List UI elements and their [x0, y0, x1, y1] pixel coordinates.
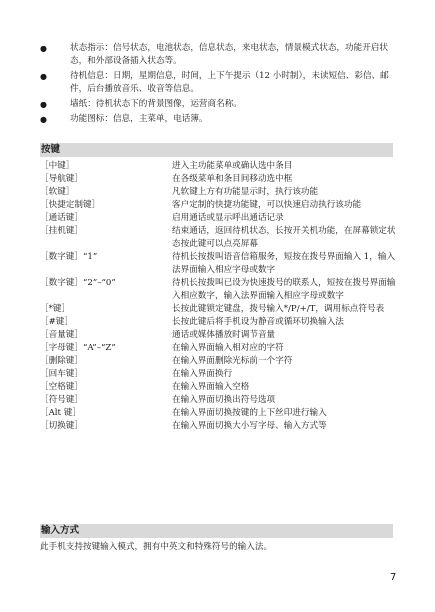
key-name: ［挂机键］	[40, 226, 83, 236]
key-name: ［数字键］“2”–“0”	[40, 278, 116, 288]
key-description: 客户定制的快捷功能键，可以快速启动执行该功能	[172, 200, 362, 210]
key-description: 在输入界面删除光标前一个字符	[172, 356, 293, 366]
bullet-icon: ●	[40, 72, 47, 81]
table-row	[40, 420, 396, 433]
key-description: 进入主功能菜单或确认选中条目	[172, 161, 293, 171]
key-description: 长按此键后将手机设为静音或循环切换输入法	[172, 317, 344, 327]
table-row	[40, 173, 396, 186]
key-name: ［导航键］	[40, 174, 83, 184]
list-item	[40, 42, 396, 68]
key-description: 在输入界面输入相对应的字符	[172, 343, 284, 353]
bullet-text: 功能图标：信息，主菜单，电话簿。	[70, 114, 208, 124]
table-row	[40, 381, 396, 394]
keys-table	[40, 160, 396, 433]
key-name: ［空格键］	[40, 382, 83, 392]
key-description: 长按此键锁定键盘，拨号输入*/P/+/T，调用标点符号表	[172, 304, 385, 314]
section-heading-input-method: 输入方式	[40, 524, 393, 538]
page-number: 7	[390, 572, 397, 583]
table-row	[40, 212, 396, 225]
key-name: ［Alt 键］	[40, 408, 81, 418]
key-description: 待机长按拨叫已设为快速拨号的联系人，短按在拨号界面输入相应数字，输入法界面输入相应字母或数字	[172, 278, 396, 301]
key-name: ［音量键］	[40, 330, 83, 340]
key-name: ［切换键］	[40, 421, 83, 431]
key-description: 在输入界面切换出符号选项	[172, 395, 276, 405]
table-row	[40, 160, 396, 173]
key-description: 在输入界面输入空格	[172, 382, 250, 392]
key-name: ［回车键］	[40, 369, 83, 379]
bullet-list	[40, 42, 396, 128]
key-name: ［通话键］	[40, 213, 83, 223]
table-row	[40, 303, 396, 316]
table-row	[40, 329, 396, 342]
key-name: ［符号键］	[40, 395, 83, 405]
key-description: 在输入界面切换按键的上下丝印进行输入	[172, 408, 327, 418]
key-name: ［#键］	[40, 317, 73, 327]
table-row	[40, 225, 396, 251]
bullet-text: 状态指示：信号状态，电池状态，信息状态，来电状态，情景模式状态，功能开启状态，和外部设备插入状态等。	[70, 43, 388, 66]
list-item	[40, 113, 396, 126]
bullet-icon: ●	[40, 115, 47, 124]
bullet-text: 墙纸：待机状态下的背景图像，运营商名称。	[70, 99, 242, 109]
table-row	[40, 186, 396, 199]
key-name: ［数字键］“1”	[40, 252, 98, 262]
list-item	[40, 98, 396, 111]
table-row	[40, 251, 396, 277]
key-description: 结束通话，返回待机状态，长按开关机功能，在屏幕锁定状态按此键可以点亮屏幕	[172, 226, 396, 249]
bullet-icon: ●	[40, 100, 47, 109]
key-description: 通话或媒体播放时调节音量	[172, 330, 276, 340]
table-row	[40, 277, 396, 303]
table-row	[40, 368, 396, 381]
key-name: ［快捷定制键］	[40, 200, 101, 210]
bullet-text: 待机信息：日期，星期信息，时间，上下午提示（12 小时制），未读短信、彩信、邮件，后台播放音乐、收音等信息。	[70, 71, 389, 94]
table-row	[40, 355, 396, 368]
key-description: 在各级菜单和条目间移动选中框	[172, 174, 293, 184]
table-row	[40, 394, 396, 407]
list-item	[40, 70, 396, 96]
input-method-description: 此手机支持按键输入模式，拥有中英文和特殊符号的输入法。	[40, 542, 273, 552]
key-description: 待机长按拨叫语音信箱服务，短按在拨号界面输入 1，输入法界面输入相应字母或数字	[172, 252, 396, 275]
table-row	[40, 199, 396, 212]
key-name: ［字母键］“A”–“Z”	[40, 343, 116, 353]
table-row	[40, 342, 396, 355]
key-description: 启用通话或显示呼出通话记录	[172, 213, 284, 223]
table-row	[40, 407, 396, 420]
key-name: ［*键］	[40, 304, 71, 314]
key-description: 在输入界面换行	[172, 369, 233, 379]
key-name: ［删除键］	[40, 356, 83, 366]
key-name: ［软键］	[40, 187, 75, 197]
key-description: 凡软键上方有功能显示时，执行该功能	[172, 187, 319, 197]
table-row	[40, 316, 396, 329]
key-description: 在输入界面切换大小写字母、输入方式等	[172, 421, 327, 431]
section-heading-keys: 按键	[40, 143, 393, 157]
key-name: ［中键］	[40, 161, 75, 171]
bullet-icon: ●	[40, 44, 47, 53]
